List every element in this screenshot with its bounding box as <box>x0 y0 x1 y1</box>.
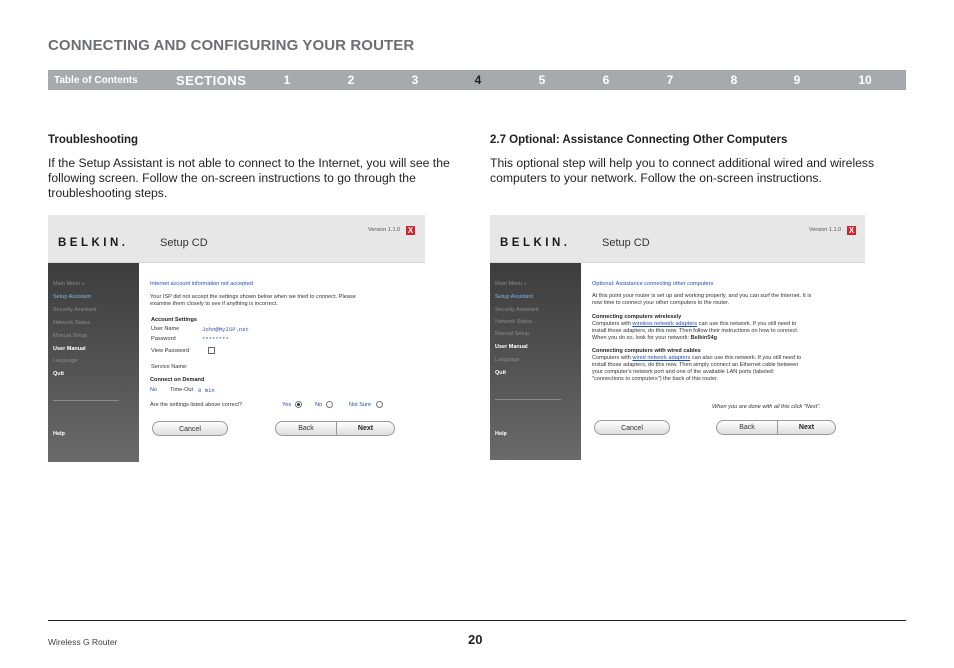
view-password-checkbox[interactable] <box>208 347 215 354</box>
not-sure-option-label: Not Sure <box>349 402 372 408</box>
section-link-8[interactable]: 8 <box>730 73 738 87</box>
not-sure-radio[interactable] <box>376 401 383 408</box>
section-link-3[interactable]: 3 <box>411 73 419 87</box>
sidebar-item-quit[interactable]: Quit <box>53 371 64 377</box>
cancel-button[interactable]: Cancel <box>594 420 670 435</box>
yes-radio[interactable] <box>295 401 302 408</box>
wired-line-1-pre: Computers with <box>592 355 633 361</box>
setup-cd-title: Setup CD <box>602 237 650 249</box>
intro-line-2: now time to connect your other computers to the router. <box>592 300 730 306</box>
wired-heading: Connecting computers with wired cables <box>592 348 701 354</box>
done-note: When you are done with all this click "Next". <box>712 404 821 410</box>
view-password-label: View Password <box>151 348 190 354</box>
setup-sidebar <box>48 263 139 462</box>
sidebar-item-setup-assistant[interactable]: Setup Assistant <box>495 294 533 300</box>
connect-on-demand-value[interactable]: No <box>150 387 158 393</box>
belkin-logo: BELKIN. <box>58 237 129 249</box>
wired-adapters-link[interactable]: wired network adapters <box>632 355 691 361</box>
wireless-line-1-post: can use this network. If you still need to <box>697 321 797 327</box>
next-button[interactable]: Next <box>798 424 815 431</box>
setup-cd-screenshot-troubleshooting <box>48 215 425 462</box>
optional-assistance-paragraph: This optional step will help you to connect additional wired and wireless computers to your network. Follow the on-screen instructions. <box>490 156 875 185</box>
sidebar-item-quit[interactable]: Quit <box>495 370 506 376</box>
section-link-5[interactable]: 5 <box>538 73 546 87</box>
wireless-line-3-pre: When you do so, look for your network: <box>592 335 691 341</box>
intro-line-1: At this point your router is set up and working properly, and you can surf the Internet. It is <box>592 293 812 299</box>
content-heading: Optional: Assistance connecting other computers <box>592 281 714 287</box>
no-option-label: No <box>315 402 323 408</box>
wireless-line-1 <box>592 321 796 328</box>
network-name: Belkin54g <box>690 335 717 341</box>
footer-divider <box>48 620 906 621</box>
intro-line-2: examine them closely to see if anything is incorrect. <box>150 301 278 307</box>
setup-cd-title: Setup CD <box>160 237 208 249</box>
sidebar-divider <box>53 400 119 401</box>
sidebar-item-manual-setup[interactable]: Manual Setup <box>495 331 529 337</box>
footer-product-name: Wireless G Router <box>48 637 118 647</box>
wireless-line-3 <box>592 335 717 342</box>
sidebar-item-help[interactable]: Help <box>495 431 507 437</box>
setup-sidebar <box>490 263 581 460</box>
wireless-line-2: install those adapters, do this now. Then follow their instructions on how to connect. <box>592 328 799 334</box>
wired-line-3: your computer's network port and one of the available LAN ports (labeled: <box>592 369 775 375</box>
content-heading: Internet account information not accepted <box>150 281 253 287</box>
connect-on-demand-label: Connect on Demand <box>150 377 205 383</box>
wired-line-1 <box>592 355 801 362</box>
timeout-field[interactable]: 0 min <box>198 387 215 394</box>
user-name-label: User Name <box>151 326 180 332</box>
page-number: 20 <box>468 632 483 647</box>
setup-cd-screenshot-other-computers <box>490 215 865 460</box>
version-label: Version 1.1.0 <box>809 227 842 233</box>
back-button[interactable]: Back <box>717 421 778 434</box>
back-next-button-group <box>716 420 836 435</box>
setup-content <box>582 263 865 460</box>
timeout-label: Time-Out <box>170 387 194 393</box>
section-link-6[interactable]: 6 <box>602 73 610 87</box>
wireless-adapters-link[interactable]: wireless network adapters <box>632 321 698 327</box>
sidebar-item-language[interactable]: Language <box>495 357 520 363</box>
password-field[interactable]: ******** <box>202 336 229 343</box>
sidebar-item-network-status[interactable]: Network Status <box>495 319 533 325</box>
account-settings-label: Account Settings <box>151 317 197 323</box>
intro-line-1: Your ISP did not accept the settings shown below when we tried to connect. Please <box>150 294 356 300</box>
next-button[interactable]: Next <box>357 425 374 432</box>
password-label: Password <box>151 336 176 342</box>
troubleshooting-paragraph: If the Setup Assistant is not able to connect to the Internet, you will see the following screen. Follow the on-screen instructions to go through the troubleshooting steps. <box>48 156 450 200</box>
wired-line-2: install those adapters, do this now. Then simply connect an Ethernet cable between <box>592 362 799 368</box>
optional-assistance-heading: 2.7 Optional: Assistance Connecting Other Computers <box>490 134 788 146</box>
sidebar-item-user-manual[interactable]: User Manual <box>495 344 528 350</box>
section-link-1[interactable]: 1 <box>283 73 291 87</box>
settings-correct-question: Are the settings listed above correct? <box>150 402 243 408</box>
sidebar-item-main-menu[interactable]: Main Menu » <box>495 281 527 287</box>
section-navigation-bar <box>48 70 906 90</box>
wired-line-1-post: can also use this network. If you still need to <box>690 355 802 361</box>
setup-header <box>490 215 865 263</box>
close-icon[interactable]: X <box>407 226 414 235</box>
close-icon[interactable]: X <box>848 226 855 235</box>
belkin-logo: BELKIN. <box>500 237 571 249</box>
yes-option-label: Yes <box>282 402 292 408</box>
section-link-7[interactable]: 7 <box>666 73 674 87</box>
sidebar-item-user-manual[interactable]: User Manual <box>53 346 86 352</box>
section-link-2[interactable]: 2 <box>347 73 355 87</box>
setup-content <box>140 263 425 462</box>
wired-line-4: "connections to computers") the back of this router. <box>592 376 719 382</box>
sidebar-item-network-status[interactable]: Network Status <box>53 320 91 326</box>
section-link-4-active[interactable]: 4 <box>474 73 482 87</box>
sidebar-item-security-assistant[interactable]: Security Assistant <box>53 307 97 313</box>
sidebar-item-language[interactable]: Language <box>53 358 78 364</box>
cancel-button[interactable]: Cancel <box>152 421 228 436</box>
sidebar-divider <box>495 399 561 400</box>
no-radio[interactable] <box>326 401 333 408</box>
back-button[interactable]: Back <box>276 422 337 435</box>
service-name-label: Service Name: <box>151 364 188 370</box>
troubleshooting-heading: Troubleshooting <box>48 134 139 146</box>
document-title: CONNECTING AND CONFIGURING YOUR ROUTER <box>48 37 415 54</box>
sidebar-item-help[interactable]: Help <box>53 431 65 437</box>
wireless-heading: Connecting computers wirelessly <box>592 314 682 320</box>
table-of-contents-link[interactable]: Table of Contents <box>54 75 138 86</box>
user-name-field[interactable]: John@MyISP.net <box>202 326 249 333</box>
sidebar-item-setup-assistant[interactable]: Setup Assistant <box>53 294 91 300</box>
sidebar-item-security-assistant[interactable]: Security Assistant <box>495 307 539 313</box>
section-link-9[interactable]: 9 <box>793 73 801 87</box>
wireless-line-1-pre: Computers with <box>592 321 633 327</box>
sections-label: SECTIONS <box>176 73 247 88</box>
version-label: Version 1.1.0 <box>368 227 401 233</box>
sidebar-item-manual-setup[interactable]: Manual Setup <box>53 333 87 339</box>
back-next-button-group <box>275 421 395 436</box>
section-link-10[interactable]: 10 <box>858 73 872 87</box>
sidebar-item-main-menu[interactable]: Main Menu » <box>53 281 85 287</box>
setup-header <box>48 215 425 263</box>
